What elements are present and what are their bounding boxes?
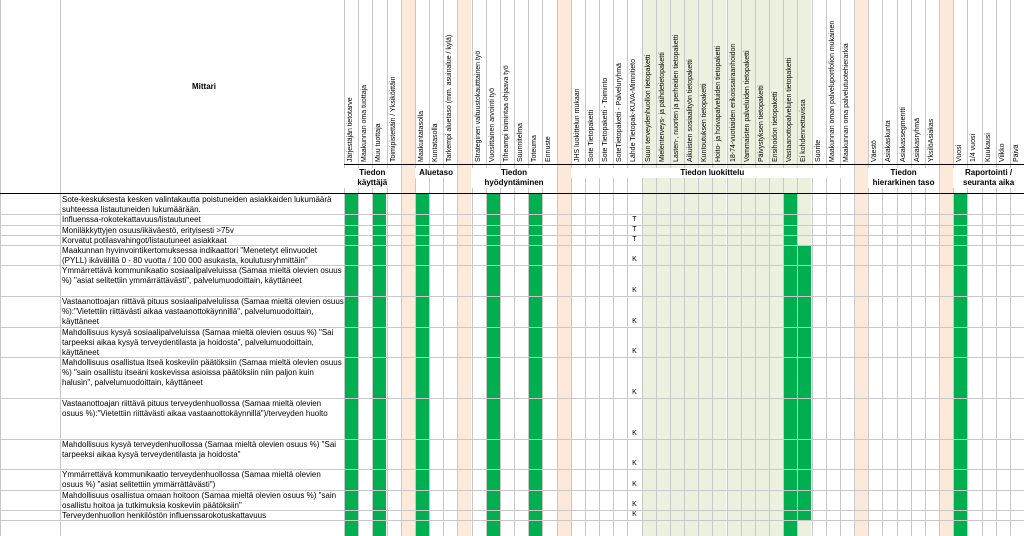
column-band xyxy=(755,0,769,536)
grid-line xyxy=(557,0,558,536)
grid-line xyxy=(358,0,359,536)
column-header: Väestö xyxy=(871,140,879,162)
mittari-row-label: Vastaanottoajan riittävä pituus sosiaalipalvelulissa (Samaa mieltä olevien osuus %):"Vietettiin riittävästi aikaa vastaanottokäynnillä", palvelumuodoittain, käyttäneet xyxy=(62,297,344,326)
column-header: Sote Tietopaketti - Toiminto xyxy=(602,77,609,162)
column-header: Maakuntatasolla xyxy=(417,111,425,162)
green-fill xyxy=(798,439,811,470)
mittari-row-label: Mahdollisuus osallistua omaan hoitoon (Samaa mieltä olevien osuus %) "sain osallistu hoitoa ja tutkimuksia koskeviin päätöksiin" xyxy=(62,490,337,510)
classification-mark: K xyxy=(632,501,637,509)
grid-line xyxy=(911,0,912,536)
column-header: Kuntatasolla xyxy=(432,123,439,162)
grid-line xyxy=(344,0,345,536)
classification-mark: K xyxy=(632,348,637,356)
grid-line xyxy=(670,0,671,536)
column-header: Vammaisten palveluiden tietopaketti xyxy=(743,50,751,162)
column-header: Lähde Tietopak-KUVA-Mimnitieto xyxy=(630,59,638,162)
column-header: SoteTietopaketti - Palveluryhmä xyxy=(616,63,624,162)
grid-line xyxy=(967,0,968,536)
group-header: Tiedon hierarkinen taso xyxy=(868,168,939,188)
mittari-row-label: Influenssa-rokotekattavuus/listautuneet xyxy=(62,215,201,225)
column-header: Mielenterveys- ja päihdetietopaketti xyxy=(658,52,666,162)
column-header: Lasten-, nuorten ja perheiden tietopaketti xyxy=(672,34,680,162)
column-header: Vuosittainen arvointi työ xyxy=(488,87,496,162)
grid-line xyxy=(500,0,501,536)
column-header: Hoito- ja hoivapalveluiden tietopaketti xyxy=(715,46,723,162)
grid-line xyxy=(613,0,614,536)
column-header: Suun terveydenhuollon tietopaketti xyxy=(644,54,652,162)
classification-mark: K xyxy=(632,317,637,325)
green-fill xyxy=(798,327,811,358)
mittari-header: Mittari xyxy=(192,82,216,91)
grid-line xyxy=(0,0,1,536)
green-fill xyxy=(798,490,811,510)
column-band xyxy=(401,0,415,536)
grid-line xyxy=(585,0,586,536)
classification-mark: K xyxy=(632,389,637,396)
column-header: Suunnitelma xyxy=(517,123,524,162)
column-band xyxy=(939,0,953,536)
column-header: Aikuisten sosiaalityön tietopaketti xyxy=(687,59,694,162)
column-header: Strateginen valtuustokautttainen työ xyxy=(474,50,482,162)
grid-line xyxy=(854,0,855,536)
grid-line xyxy=(642,0,643,536)
grid-line xyxy=(727,0,728,536)
classification-mark: K xyxy=(632,460,637,468)
mittari-row-label: Mahdollisuus kysyä terveydenhuollossa (Samaa mieltä olevien osuus %) "Sai tarpeeksi aikaa kysyä terveydentilasta ja hoidosta" xyxy=(62,439,337,459)
grid-line xyxy=(656,0,657,536)
grid-line xyxy=(415,0,416,536)
classification-mark: T xyxy=(632,225,637,233)
column-header: Järjestäjän tietotarve xyxy=(347,97,354,162)
grid-line xyxy=(755,0,756,536)
column-header: 18-74-vuotiaiden erikoissairaanhoidon xyxy=(729,43,737,162)
grid-line xyxy=(797,0,798,536)
column-header: Toteuma xyxy=(531,135,539,162)
mittari-row-label: Ymmärrettävä kommunikaatio terveydenhuollossa (Samaa mieltä olevien osuus %) "asiat selitettiin ymmärrättävästi") xyxy=(62,470,321,490)
grid-line xyxy=(897,0,898,536)
grid-line xyxy=(868,0,869,536)
column-band xyxy=(854,0,868,536)
column-header: Päivä xyxy=(1012,144,1020,162)
mittari-row-label: Terveydenhuollon henkilöstön influenssarokotuskattavuus xyxy=(62,511,267,521)
grid-line xyxy=(542,0,543,536)
group-header: Tiedon luokittelu xyxy=(571,168,854,178)
column-header: Ei kohdennettavissa xyxy=(800,99,808,162)
column-header: Muu tuottaja xyxy=(375,123,383,162)
grid-line xyxy=(882,0,883,536)
header-bottom-border xyxy=(0,193,1024,194)
classification-mark: K xyxy=(632,480,637,488)
column-header: Vuosi xyxy=(956,144,964,162)
green-fill xyxy=(798,265,811,296)
column-header: Päivystyksen tietopaketti xyxy=(757,85,765,162)
classification-mark: K xyxy=(632,287,637,294)
grid-line xyxy=(982,0,983,536)
green-fill xyxy=(798,296,811,327)
row-divider xyxy=(0,520,1024,521)
grid-line xyxy=(684,0,685,536)
column-header: Kuntoutuksen tietopaketti xyxy=(701,83,709,162)
column-header: 1/4 vuosi xyxy=(970,133,978,162)
green-fill xyxy=(798,398,811,439)
column-header: Viikko xyxy=(998,143,1006,162)
classification-mark: K xyxy=(632,256,637,264)
grid-line xyxy=(401,0,402,536)
grid-line xyxy=(472,0,473,536)
classification-mark: T xyxy=(632,236,637,243)
grid-line xyxy=(514,0,515,536)
grid-line xyxy=(783,0,784,536)
grid-line xyxy=(486,0,487,536)
grid-line xyxy=(840,0,841,536)
grid-line xyxy=(443,0,444,536)
group-header: Raportointi / seuranta aika xyxy=(953,168,1024,188)
mittari-row-label: Vastaanottoajan riittävä pituus terveydenhuollossa (Samaa mieltä olevien osuus %):"Vietettiin riittävästi aikaa vastaanottokäynnillä")/terveyden huolto xyxy=(62,399,328,418)
column-header: Toimipistettäin / Yksiköittäin xyxy=(389,76,397,162)
grid-line xyxy=(939,0,940,536)
column-header: Sote Tietopaketti xyxy=(587,109,595,162)
grid-line xyxy=(387,0,388,536)
group-header: Tiedon hyödyntäminen xyxy=(472,168,557,188)
grid-line xyxy=(769,0,770,536)
green-fill xyxy=(798,469,811,489)
grid-line xyxy=(528,0,529,536)
column-header: Ensihoidon tietopaketti xyxy=(772,91,779,162)
grid-line xyxy=(925,0,926,536)
grid-line xyxy=(698,0,699,536)
column-band xyxy=(557,0,571,536)
grid-line xyxy=(571,0,572,536)
grid-line xyxy=(1010,0,1011,536)
green-fill xyxy=(798,357,811,398)
mittari-row-label: Maakunnan hyvinvointikertomuksessa indikaattori "Menetetyt elinvuodet (PYLL) ikävälillä 0 - 80 vuotta / 100 000 asukasta, koulutusryhmittäin" xyxy=(62,246,317,265)
grid-line xyxy=(812,0,813,536)
column-header: JHS luokittelun mukaan xyxy=(573,88,581,162)
column-header: Kuukausi xyxy=(984,133,992,162)
column-header: Tarkempi aluetaso (mm. asuinalue / kylä) xyxy=(446,34,454,162)
green-fill xyxy=(798,245,811,265)
group-header: Aluetaso xyxy=(415,168,458,178)
mittari-row-label: Mahdollisuus kysyä sosiaalipalveluissa (Samaa mieltä olevien osuus %) "Sai tarpeeksi aikaa kysyä terveydentilasta ja hoidosta", palvelumuodoittain, käyttäneet xyxy=(62,327,334,357)
column-header: YksilöAsiakas xyxy=(927,118,935,162)
grid-line xyxy=(60,0,61,536)
mittari-row-label: Mahdollisuus osallistua itseä koskeviin päätöksiin (Samaa mieltä olevien osuus %) "sain osallistu itseäni koskevissa asioissa päätöksiin niin paljon kuin halusin", palvelumuodoittain, käyttäneet xyxy=(62,358,342,388)
column-header: Asiakasryhmä xyxy=(913,118,921,162)
column-header: Asiakassegmentti xyxy=(899,107,907,162)
column-header: Maakunnan oma tuottaja xyxy=(361,84,369,162)
column-header: Maakunnan oma palvelutuotehierarkia xyxy=(842,43,850,162)
mittari-row-label: Sote-keskuksesta kesken valintakautta poistuneiden asiakkaiden lukumäärä suhteessa listautuneiden lukumäärään. xyxy=(62,195,332,214)
group-header: Tiedon käyttäjä xyxy=(344,168,401,188)
mittari-row-label: Korvatut potilasvahingot/listautuneet asiakkaat xyxy=(62,235,227,245)
grid-line xyxy=(457,0,458,536)
column-header: Maakunnan oman palveluportfolion mukainen xyxy=(828,20,836,162)
column-header: Ennuste xyxy=(545,136,553,162)
grid-line xyxy=(996,0,997,536)
mittari-row-label: Moniläkkyttyjen osuus/ikäväestö, erityisesti >75v xyxy=(62,225,234,235)
grid-line xyxy=(429,0,430,536)
grid-line xyxy=(826,0,827,536)
grid-line xyxy=(599,0,600,536)
green-fill xyxy=(798,510,811,520)
grid-line xyxy=(372,0,373,536)
column-header: Suorite xyxy=(814,139,822,162)
column-band xyxy=(457,0,471,536)
column-header: Tiheampi toimintaa ohjaava työ xyxy=(502,65,510,162)
column-band xyxy=(698,0,712,536)
mittari-row-label: Ymmärrettävä kommunikaatio sosiaalipalveluissa (Samaa mieltä olevien osuus %) "asiat selitettiin ymmärrättävästi", palvelumuodoittain, käyttäneet xyxy=(62,266,342,286)
classification-mark: K xyxy=(632,511,637,519)
column-band xyxy=(769,0,783,536)
header-divider xyxy=(344,164,1024,165)
classification-mark: T xyxy=(632,215,637,223)
column-header: Asiakaskunta xyxy=(885,120,893,162)
grid-line xyxy=(953,0,954,536)
grid-line xyxy=(741,0,742,536)
classification-mark: K xyxy=(632,429,637,437)
column-header: Vastaanottopalvelujen tietopaketti xyxy=(786,57,794,162)
